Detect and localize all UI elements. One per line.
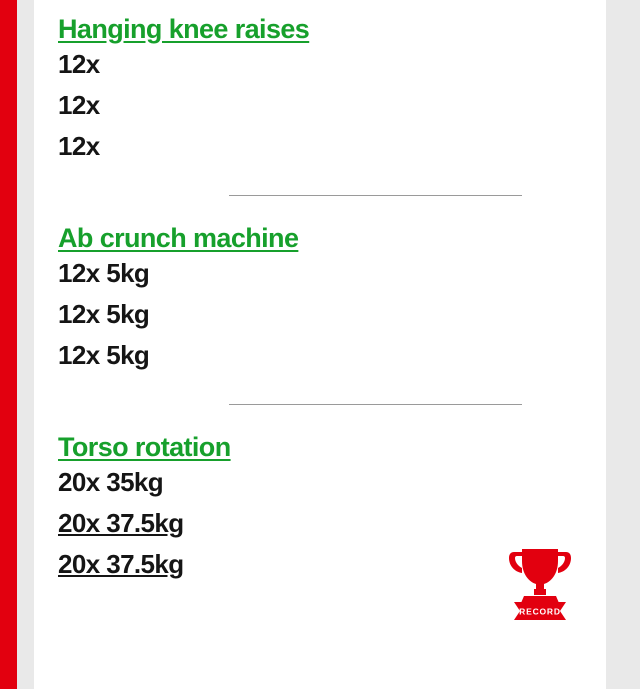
spacer bbox=[58, 0, 582, 14]
set-entry[interactable]: 12x 5kg bbox=[58, 299, 150, 329]
exercise-divider bbox=[229, 195, 522, 196]
set-row bbox=[58, 126, 582, 167]
left-accent-bar bbox=[0, 0, 17, 689]
exercise-title[interactable]: Hanging knee raises bbox=[58, 14, 310, 44]
set-row bbox=[58, 503, 582, 544]
set-entry[interactable]: 12x bbox=[58, 90, 100, 120]
set-row bbox=[58, 335, 582, 376]
exercise-title-row bbox=[58, 432, 582, 462]
set-entry[interactable]: 12x 5kg bbox=[58, 340, 150, 370]
workout-list bbox=[34, 0, 606, 585]
exercise-divider bbox=[229, 404, 522, 405]
exercise-divider-wrap bbox=[34, 376, 606, 432]
set-entry-record[interactable]: 20x 37.5kg bbox=[58, 549, 184, 579]
trophy-record-icon bbox=[498, 539, 582, 623]
set-entry[interactable]: 12x bbox=[58, 131, 100, 161]
set-entry-record[interactable]: 20x 37.5kg bbox=[58, 508, 184, 538]
set-row bbox=[58, 44, 582, 85]
exercise-title-row bbox=[58, 223, 582, 253]
set-row bbox=[58, 462, 582, 503]
set-entry[interactable]: 20x 35kg bbox=[58, 467, 164, 497]
exercise-block[interactable] bbox=[34, 223, 606, 376]
record-ribbon-label: RECORD bbox=[519, 606, 561, 617]
set-row bbox=[58, 294, 582, 335]
set-row bbox=[58, 253, 582, 294]
exercise-title[interactable]: Ab crunch machine bbox=[58, 223, 299, 253]
background-strip-left bbox=[17, 0, 34, 689]
exercise-block[interactable] bbox=[34, 0, 606, 167]
set-row bbox=[58, 85, 582, 126]
workout-card bbox=[34, 0, 606, 689]
exercise-title[interactable]: Torso rotation bbox=[58, 432, 231, 462]
set-entry[interactable]: 12x 5kg bbox=[58, 258, 150, 288]
set-entry[interactable]: 12x bbox=[58, 49, 100, 79]
background-strip-right bbox=[606, 0, 640, 689]
exercise-divider-wrap bbox=[34, 167, 606, 223]
exercise-title-row bbox=[58, 14, 582, 44]
